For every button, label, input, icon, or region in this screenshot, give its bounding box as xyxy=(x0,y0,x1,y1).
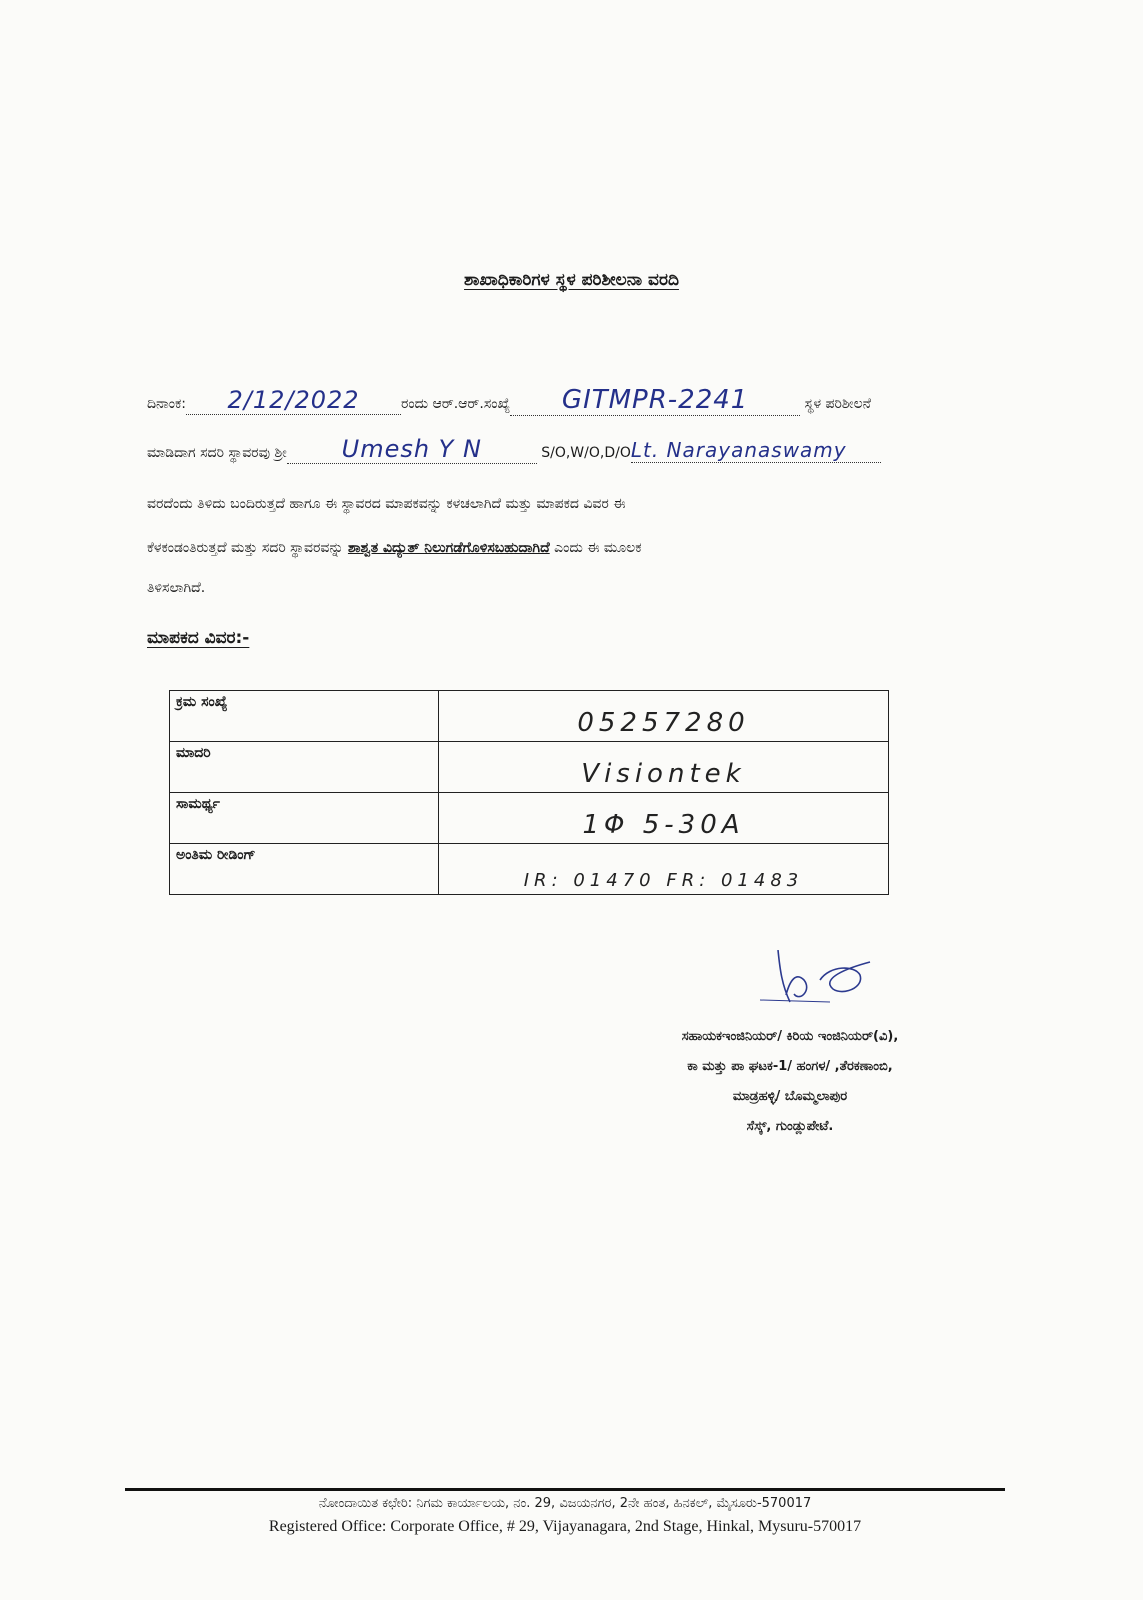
relation-name-value: Lt. Narayanaswamy xyxy=(630,438,847,462)
serial-number-value: 05257280 xyxy=(439,691,889,742)
table-row xyxy=(170,691,889,742)
intro-line-4: ಕೆಳಕಂಡಂತಿರುತ್ತದೆ ಮತ್ತು ಸದರಿ ಸ್ಥಾವರವನ್ನು ಶಾಶ್ವತ ವಿದ್ಯುತ್ ನಿಲುಗಡೆಗೊಳಿಸಬಹುದಾಗಿದೆ ಎಂದು ಈ ಮೂಲಕ xyxy=(147,540,642,556)
disconnection-statement: ಶಾಶ್ವತ ವಿದ್ಯುತ್ ನಿಲುಗಡೆಗೊಳಿಸಬಹುದಾಗಿದೆ xyxy=(347,540,550,556)
table-label: ಸಾಮರ್ಥ್ಯ xyxy=(170,793,439,844)
intro-line-3: ವರದೆಂದು ತಿಳಿದು ಬಂದಿರುತ್ತದೆ ಹಾಗೂ ಈ ಸ್ಥಾವರದ ಮಾಪಕವನ್ನು ಕಳಚಲಾಗಿದೆ ಮತ್ತು ಮಾಪಕದ ವಿವರ ಈ xyxy=(147,496,626,512)
capacity-value: 1Φ 5-30A xyxy=(439,793,889,844)
meter-details-table xyxy=(169,690,889,895)
date-value: 2/12/2022 xyxy=(227,386,360,414)
rr-number-value: GITMPR-2241 xyxy=(561,385,749,415)
table-row xyxy=(170,844,889,895)
make-value: Visiontek xyxy=(439,742,889,793)
table-row xyxy=(170,742,889,793)
table-row xyxy=(170,793,889,844)
final-reading-value: IR: 01470 FR: 01483 xyxy=(439,844,889,895)
table-label: ಮಾದರಿ xyxy=(170,742,439,793)
consumer-name-value: Umesh Y N xyxy=(341,435,482,463)
table-label: ಕ್ರಮ ಸಂಖ್ಯೆ xyxy=(170,691,439,742)
intro-line-2: ಮಾಡಿದಾಗ ಸದರಿ ಸ್ಥಾವರವು ಶ್ರೀ Umesh Y N S/O,W/O,D/OLt. Narayanaswamy xyxy=(147,435,881,464)
intro-line-1: ದಿನಾಂಕ: 2/12/2022 ರಂದು ಆರ್.ಆರ್.ಸಂಖ್ಯೆ GITMPR-2241 ಸ್ಥಳ ಪರಿಶೀಲನೆ xyxy=(147,385,871,415)
meter-details-heading: ಮಾಪಕದ ವಿವರ:- xyxy=(147,628,250,648)
intro-line-5: ತಿಳಿಸಲಾಗಿದೆ. xyxy=(147,580,206,596)
footer-divider xyxy=(125,1488,1005,1491)
signature-mark xyxy=(760,950,900,1010)
footer-kannada: ನೋಂದಾಯಿತ ಕಛೇರಿ: ನಿಗಮ ಕಾರ್ಯಾಲಯ, ನಂ. 29, ವಿಜಯನಗರ, 2ನೇ ಹಂತ, ಹಿನಕಲ್, ಮೈಸೂರು-570017 xyxy=(318,1496,812,1511)
footer-english: Registered Office: Corporate Office, # 29, Vijayanagara, 2nd Stage, Hinkal, Mysuru-570017 xyxy=(268,1518,862,1535)
office-designation: ಸಹಾಯಕಇಂಜಿನಿಯರ್/ ಕಿರಿಯ ಇಂಜಿನಿಯರ್(ವಿ), ಕಾ ಮತ್ತು ಪಾ ಘಟಕ-1/ ಹಂಗಳ/ ,ತೆರಕಣಾಂಬಿ, ಮಾಡ್ರಹಳ್ಳಿ/ ಬೊಮ್ಮಲಾಪುರ ಸೆಸ್ಕ್, ಗುಂಡ್ಲುಪೇಟೆ. xyxy=(681,1029,899,1134)
table-label: ಅಂತಿಮ ರೀಡಿಂಗ್ xyxy=(170,844,439,895)
document-title: ಶಾಖಾಧಿಕಾರಿಗಳ ಸ್ಥಳ ಪರಿಶೀಲನಾ ವರದಿ xyxy=(464,270,679,290)
